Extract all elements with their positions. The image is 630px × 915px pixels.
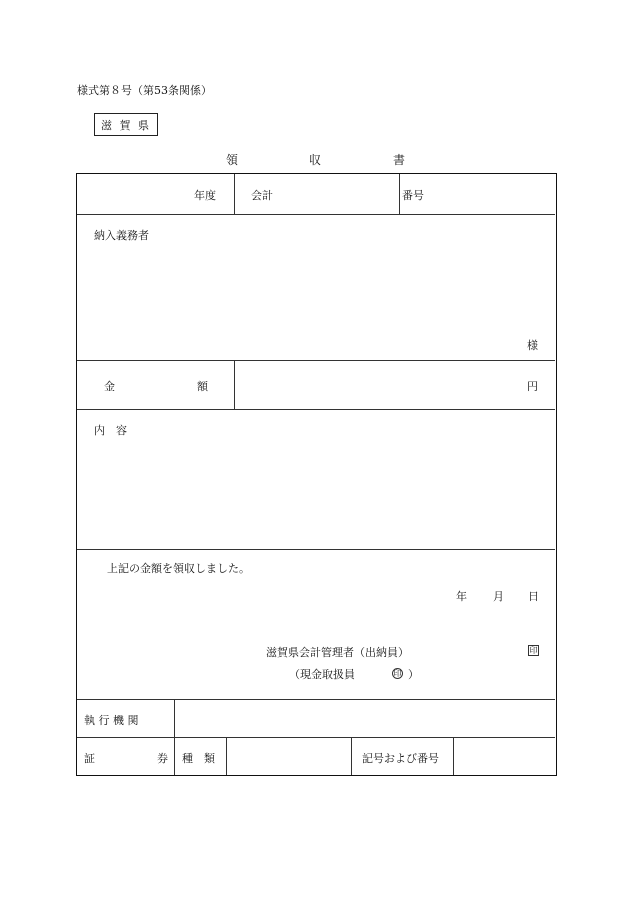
- type-label: 種 類: [182, 752, 215, 765]
- number-label: 番号: [402, 189, 424, 202]
- title-char-2: 収: [309, 153, 322, 167]
- date-month: 月: [493, 590, 504, 603]
- amount-label-1: 金: [104, 380, 115, 393]
- code-number-label: 記号および番号: [362, 752, 439, 765]
- date-year: 年: [456, 590, 467, 603]
- row-divider: [77, 737, 555, 738]
- col-divider: [234, 174, 235, 214]
- title-char-1: 領: [226, 153, 239, 167]
- row-divider: [77, 360, 555, 361]
- col-divider: [174, 699, 175, 775]
- form-number-label: 様式第８号（第53条関係）: [77, 84, 212, 97]
- date-day: 日: [528, 590, 539, 603]
- securities-label-2: 券: [157, 752, 168, 765]
- cashier-seal: 印: [393, 669, 402, 678]
- securities-label-1: 証: [84, 752, 95, 765]
- cashier-line: （現金取扱員: [289, 668, 355, 681]
- row-divider: [77, 214, 555, 215]
- row-divider: [77, 549, 555, 550]
- row-divider: [77, 409, 555, 410]
- amount-unit: 円: [527, 380, 538, 393]
- col-divider: [453, 737, 454, 775]
- cashier-line-close: ）: [408, 668, 419, 681]
- prefecture-box: 滋 賀 県: [94, 113, 158, 136]
- payer-label: 納入義務者: [94, 229, 149, 242]
- officer-line: 滋賀県会計管理者（出納員）: [266, 646, 409, 659]
- col-divider: [399, 174, 400, 214]
- received-statement: 上記の金額を領収しました。: [107, 562, 250, 575]
- exec-org-label: 執 行 機 関: [84, 714, 139, 727]
- account-label: 会計: [251, 189, 273, 202]
- title-char-3: 書: [393, 153, 406, 167]
- contents-label: 内 容: [94, 424, 127, 437]
- col-divider: [226, 737, 227, 775]
- receipt-table: [76, 173, 557, 776]
- fiscal-year-label: 年度: [194, 189, 216, 202]
- col-divider: [351, 737, 352, 775]
- payer-honorific: 様: [527, 339, 538, 352]
- amount-label-2: 額: [197, 380, 208, 393]
- col-divider: [234, 360, 235, 409]
- officer-seal: 印: [529, 646, 538, 655]
- row-divider: [77, 699, 555, 700]
